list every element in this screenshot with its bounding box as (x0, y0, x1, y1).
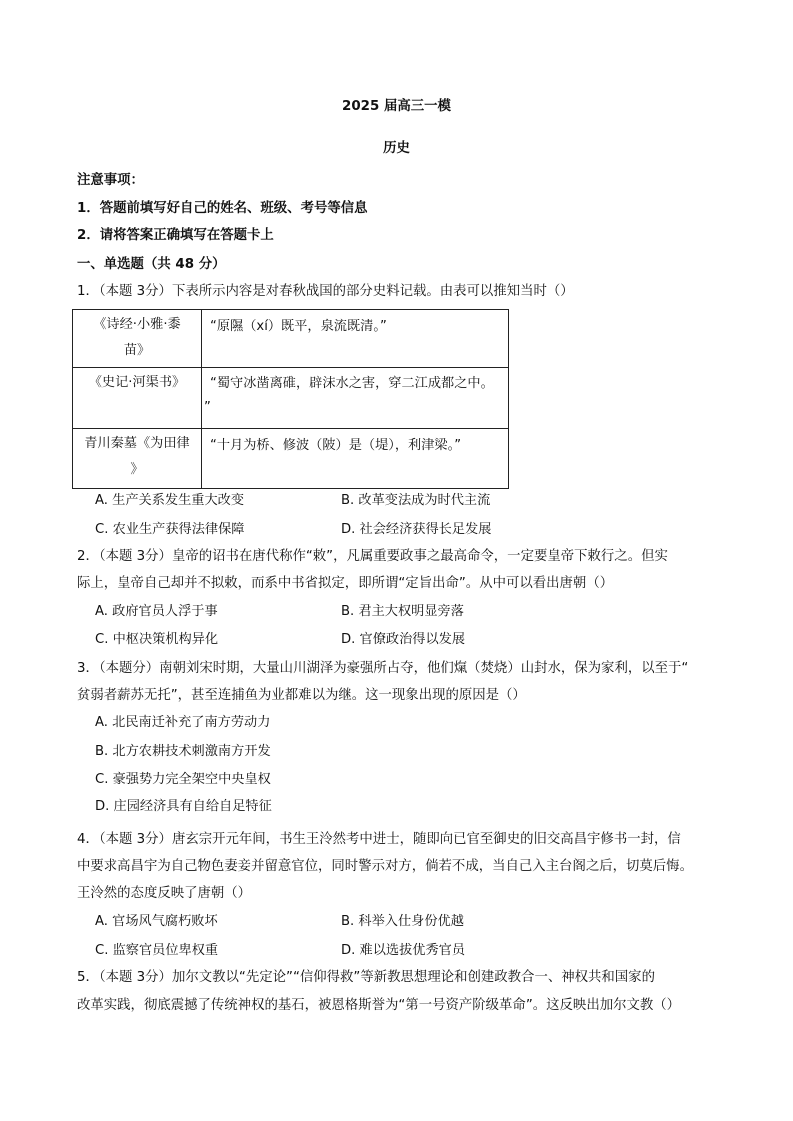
option-d[interactable]: D. 社会经济获得长足发展 (341, 522, 492, 537)
question-5-stem: 5．（本题 3分）加尔文教以“先定论”“信仰得救”等新教思想理论和创建政教合一、神权共和国家的 (77, 970, 655, 985)
question-1-stem: 1．（本题 3分）下表所示内容是对春秋战国的部分史料记载。由表可以推知当时（） (77, 284, 574, 299)
option-a[interactable]: A. 官场风气腐朽败坏 (95, 914, 218, 929)
option-c[interactable]: C. 中枢决策机构异化 (95, 632, 219, 647)
question-4-stem: 4．（本题 3分）唐玄宗开元年间，书生王泠然考中进士，随即向已官至御史的旧交高昌宇修书一封，信 (77, 832, 681, 847)
option-c[interactable]: C. 农业生产获得法律保障 (95, 522, 245, 537)
table-cell-quote: “十月为桥、修波（陂）是（堤），利津梁。” (202, 429, 509, 489)
question-3-stem: 3．（本题分）南朝刘宋时期，大量山川湖泽为豪强所占夺，他们熂（焚烧）山封水，保为家利，以至于“ (77, 661, 689, 676)
question-4-stem-cont: 王泠然的态度反映了唐朝（） (77, 886, 252, 901)
table-cell-source: 《史记·河渠书》 (73, 368, 202, 429)
notice-item: 1．答题前填写好自己的姓名、班级、考号等信息 (77, 201, 368, 216)
table-cell-quote: “蜀守冰凿离碓，辟沫水之害，穿二江成都之中。 ” (202, 368, 509, 429)
source-table (72, 309, 509, 489)
question-4-stem-cont: 中要求高昌宇为自己物色妻妾并留意官位，同时警示对方，倘若不成，当自己入主台阁之后，切莫后悔。 (77, 859, 693, 874)
table-cell-source: 《诗经·小雅·黍 苗》 (73, 310, 202, 368)
table-row (73, 310, 509, 368)
option-a[interactable]: A. 北民南迁补充了南方劳动力 (95, 715, 271, 730)
notice-item: 2．请将答案正确填写在答题卡上 (77, 228, 274, 243)
option-d[interactable]: D. 官僚政治得以发展 (341, 632, 466, 647)
notice-heading: 注意事项： (77, 173, 144, 188)
option-a[interactable]: A. 政府官员人浮于事 (95, 604, 218, 619)
table-cell-source: 青川秦墓《为田律 》 (73, 429, 202, 489)
option-c[interactable]: C. 监察官员位卑权重 (95, 943, 219, 958)
option-b[interactable]: B. 科举入仕身份优越 (341, 914, 464, 929)
table-row (73, 429, 509, 489)
table-row (73, 368, 509, 429)
option-b[interactable]: B. 北方农耕技术刺激南方开发 (95, 744, 271, 759)
option-b[interactable]: B. 改革变法成为时代主流 (341, 493, 491, 508)
option-a[interactable]: A. 生产关系发生重大改变 (95, 493, 245, 508)
question-3-stem-cont: 贫弱者薪苏无托”，甚至连捕鱼为业都难以为继。这一现象出现的原因是（） (77, 688, 526, 703)
table-cell-quote: “原隰（xí）既平，泉流既清。” (202, 310, 509, 368)
question-2-stem-cont: 际上，皇帝自己却并不拟敕，而系中书省拟定，即所谓“定旨出命”。从中可以看出唐朝（） (77, 576, 614, 591)
option-c[interactable]: C. 豪强势力完全架空中央皇权 (95, 772, 271, 787)
option-b[interactable]: B. 君主大权明显旁落 (341, 604, 464, 619)
subject-title: 历史 (383, 141, 410, 156)
section-heading: 一、单选题（共 48 分） (77, 257, 226, 272)
option-d[interactable]: D. 庄园经济具有自给自足特征 (95, 799, 272, 814)
question-5-stem-cont: 改革实践，彻底震撼了传统神权的基石，被恩格斯誉为“第一号资产阶级革命”。这反映出加尔文教（） (77, 998, 681, 1013)
question-2-stem: 2．（本题 3分）皇帝的诏书在唐代称作“敕”，凡属重要政事之最高命令，一定要皇帝下敕行之。但实 (77, 549, 668, 564)
exam-title: 2025 届高三一模 (342, 99, 451, 114)
option-d[interactable]: D. 难以选拔优秀官员 (341, 943, 466, 958)
